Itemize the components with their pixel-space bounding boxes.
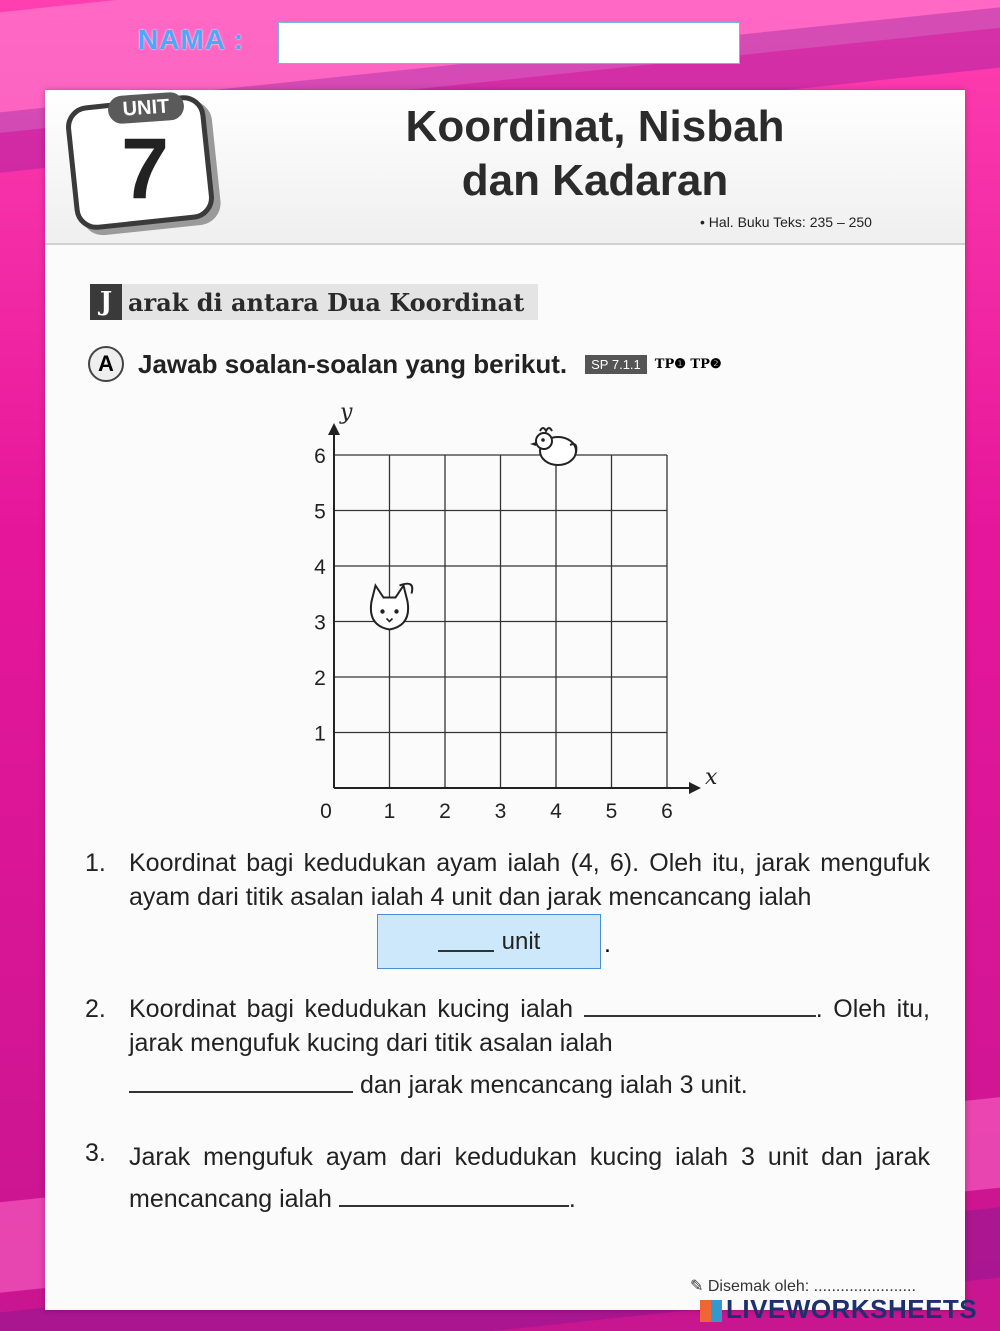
question-text: Koordinat bagi kedudukan ayam ialah (4, 6). Oleh itu, jarak mengufuk ayam dari titik asalan ialah 4 unit dan jarak mencancang ialah	[129, 849, 930, 911]
title-line-1: Koordinat, Nisbah	[405, 102, 785, 151]
answer-blank[interactable]	[339, 1205, 569, 1207]
question-number: 2.	[85, 995, 106, 1023]
x-tick-label: 2	[439, 800, 451, 823]
x-tick-label: 4	[550, 800, 562, 823]
question-text: Koordinat bagi kedudukan kucing ialah	[129, 995, 574, 1023]
liveworksheets-logo[interactable]	[700, 1294, 977, 1325]
part-a-letter: A	[88, 346, 124, 382]
answer-box-1[interactable]	[377, 914, 601, 969]
title-line-2: dan Kadaran	[461, 156, 729, 205]
section-letter: J	[90, 284, 122, 320]
name-input[interactable]	[278, 22, 740, 64]
chicken-icon	[530, 428, 576, 465]
question-1	[85, 846, 930, 914]
y-tick-label: 4	[314, 556, 326, 579]
question-text: Jarak mengufuk ayam dari kedudukan kucing ialah 3 unit dan jarak mencancang ialah	[129, 1143, 930, 1213]
name-label: NAMA :	[138, 24, 245, 55]
part-a-heading	[88, 346, 722, 382]
x-tick-label: 1	[383, 800, 396, 823]
coordinate-grid	[290, 400, 720, 830]
y-axis-arrow	[328, 423, 340, 435]
question-period: .	[568, 1185, 576, 1213]
tp-label: TP❶ TP❷	[654, 356, 722, 372]
answer-blank[interactable]	[584, 1015, 816, 1017]
answer-blank[interactable]	[129, 1091, 353, 1093]
y-tick-label: 1	[314, 722, 326, 746]
x-tick-label: 5	[605, 800, 618, 823]
question-text: dan jarak mencancang ialah 3 unit.	[359, 1071, 748, 1099]
question-number: 1.	[85, 849, 106, 877]
question-1-period: .	[604, 930, 611, 958]
x-axis-label: x	[705, 765, 718, 790]
question-2	[85, 992, 930, 1102]
y-tick-label: 6	[314, 445, 326, 468]
y-tick-label: 3	[314, 611, 326, 635]
question-number: 3.	[85, 1139, 106, 1167]
checked-by-label: ✎ Disemak oleh: .......................	[690, 1278, 916, 1295]
y-axis-label: y	[340, 400, 353, 425]
section-heading	[90, 284, 538, 320]
question-text: . Oleh itu, jarak mengufuk kucing dari titik asalan ialah	[129, 995, 931, 1057]
x-tick-label: 0	[320, 800, 332, 823]
section-title: arak di antara Dua Koordinat	[128, 287, 525, 317]
answer-unit: unit	[501, 927, 541, 955]
textbook-reference: • Hal. Buku Teks: 235 – 250	[700, 214, 872, 230]
cat-icon	[371, 584, 412, 630]
page-title	[300, 100, 890, 208]
part-a-instruction: Jawab soalan-soalan yang berikut.	[138, 348, 568, 379]
unit-number: 7	[121, 121, 169, 217]
x-tick-label: 3	[494, 800, 507, 823]
question-3	[85, 1136, 930, 1220]
x-tick-label: 6	[661, 800, 673, 823]
y-tick-label: 5	[314, 500, 326, 524]
y-tick-label: 2	[314, 667, 326, 690]
logo-icon	[700, 1300, 722, 1322]
x-axis-arrow	[689, 782, 701, 794]
logo-text: LIVEWORKSHEETS	[726, 1294, 978, 1324]
answer-blank[interactable]	[438, 932, 494, 952]
unit-tab: UNIT	[107, 91, 185, 124]
sp-badge: SP 7.1.1	[585, 355, 647, 374]
